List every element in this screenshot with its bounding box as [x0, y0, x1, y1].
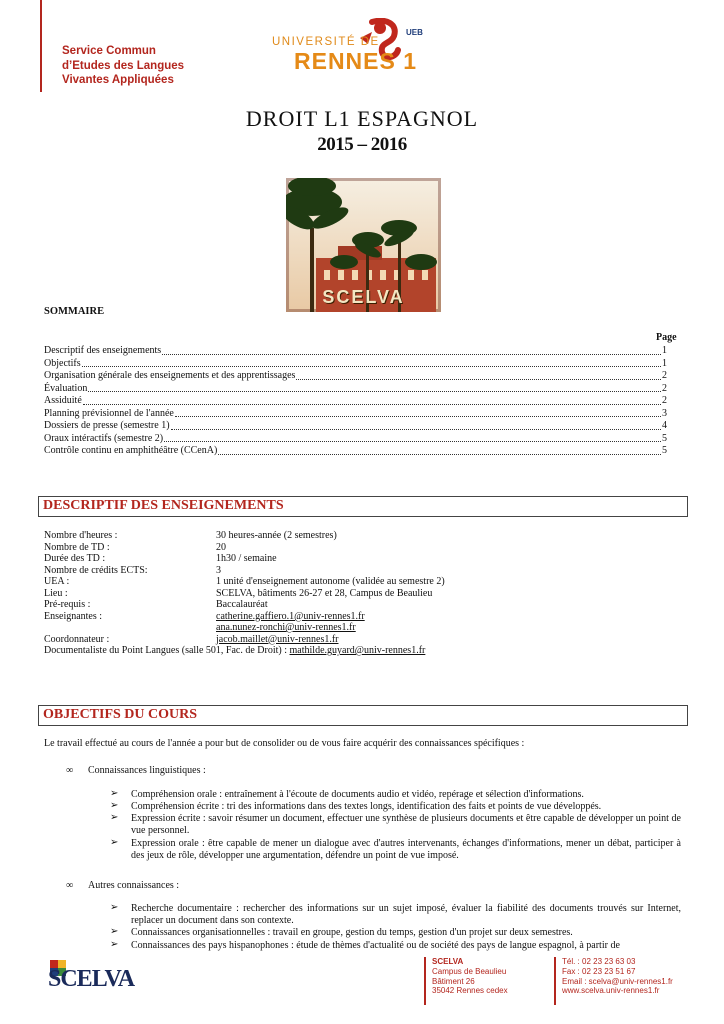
documentaliste-line [44, 645, 425, 657]
email-link[interactable]: jacob.maillet@univ-rennes1.fr [216, 633, 339, 645]
field-label: Nombre d'heures : [44, 530, 118, 541]
summary-page-header: Page [656, 332, 677, 343]
arrow-bullet-icon: ➢ [110, 837, 119, 848]
list-item: Expression écrite : savoir résumer un document, effectuer une synthèse de plusieurs documents et être capable de développer un point de vue personnel. [131, 813, 681, 837]
field-label: Pré-requis : [44, 599, 91, 610]
section-title: OBJECTIFS DU COURS [43, 707, 198, 722]
service-line: Vivantes Appliquées [62, 74, 174, 86]
footer-address [432, 957, 508, 996]
list-item: Compréhension orale : entraînement à l'écoute de documents audio et vidéo, repérage et sélection d'informations. [131, 789, 584, 800]
toc-entry[interactable] [44, 445, 667, 458]
toc-entry[interactable] [44, 370, 667, 383]
field-label: Documentaliste du Point Langues (salle 501, Fac. de Droit) : [44, 645, 290, 656]
toc-label: Dossiers de presse (semestre 1) [44, 420, 170, 431]
arrow-bullet-icon: ➢ [110, 800, 119, 811]
footer-contact [562, 957, 673, 996]
field-label: Nombre de TD : [44, 541, 110, 553]
service-name [62, 44, 184, 88]
scelva-logo-text: SCELVA [48, 966, 135, 992]
email-link[interactable]: mathilde.guyard@univ-rennes1.fr [289, 645, 426, 656]
field-label: Durée des TD : [44, 553, 106, 564]
field-label: Nombre de crédits ECTS: [44, 564, 148, 576]
field-value: 1 unité d'enseignement autonome (validée au semestre 2) [216, 576, 445, 587]
email-link[interactable]: catherine.gaffiero.1@univ-rennes1.fr [216, 610, 365, 622]
toc-label: Contrôle continu en amphithéâtre (CCenA) [44, 445, 218, 456]
field-value: 3 [216, 564, 221, 576]
toc-label: Oraux intéractifs (semestre 2) [44, 432, 164, 444]
field-label: Enseignantes : [44, 610, 103, 622]
toc-label: Descriptif des enseignements [44, 345, 162, 356]
group-heading: Connaissances linguistiques : [88, 765, 206, 776]
footer-phone: Tél. : 02 23 23 63 03 [562, 957, 636, 966]
footer-email-link[interactable]: Email : scelva@univ-rennes1.fr [562, 976, 673, 986]
university-name: RENNES 1 [294, 48, 418, 74]
field-value: 20 [216, 541, 226, 553]
toc-page: 5 [662, 432, 667, 444]
toc-label: Planning prévisionnel de l'année [44, 407, 174, 419]
toc-page: 3 [662, 407, 667, 419]
ueb-badge: UEB [406, 28, 423, 37]
toc-page: 5 [662, 445, 667, 456]
university-logo [268, 18, 430, 80]
list-item: Connaissances organisationnelles : travail en groupe, gestion du temps, gestion d'un projet sur deux semestres. [131, 927, 573, 938]
infinity-bullet-icon: ∞ [66, 765, 74, 776]
document-year: 2015 – 2016 [317, 134, 407, 155]
scelva-logo [44, 958, 135, 1000]
field-value: SCELVA, bâtiments 26-27 et 28, Campus de Beaulieu [216, 587, 433, 599]
footer-line: Bâtiment 26 [432, 976, 475, 986]
toc-page: 2 [662, 370, 667, 381]
university-label: UNIVERSITÉ DE [272, 36, 380, 48]
toc-entry[interactable] [44, 420, 667, 433]
field-value: Baccalauréat [216, 599, 268, 610]
group-heading: Autres connaissances : [88, 880, 180, 891]
section-header-objectifs [38, 705, 688, 726]
toc-entry[interactable] [44, 345, 667, 358]
toc-entry[interactable] [44, 383, 667, 396]
field-label: Coordonnateur : [44, 633, 110, 645]
service-line: d’Etudes des Langues [62, 59, 185, 72]
toc-page: 2 [662, 382, 667, 394]
arrow-bullet-icon: ➢ [110, 939, 119, 950]
toc-page: 2 [662, 395, 667, 406]
list-item: Compréhension écrite : tri des informations dans des textes longs, identification des faits et points de vue développés. [131, 801, 602, 812]
toc-entry[interactable] [44, 395, 667, 408]
field-label: UEA : [44, 576, 70, 587]
summary-title: SOMMAIRE [44, 306, 105, 317]
service-line: Service Commun [62, 45, 156, 57]
field-value: 30 heures-année (2 semestres) [216, 530, 337, 541]
section-title: DESCRIPTIF DES ENSEIGNEMENTS [43, 498, 284, 513]
list-item: Recherche documentaire : rechercher des informations sur un sujet imposé, évaluer la fiabilité des documents trouvés sur Internet, replacer un document dans son contexte. [131, 903, 681, 927]
toc-page: 1 [662, 357, 667, 369]
infinity-bullet-icon: ∞ [66, 880, 74, 891]
footer-line: 35042 Rennes cedex [432, 986, 508, 996]
footer-divider [424, 957, 426, 1005]
arrow-bullet-icon: ➢ [110, 926, 119, 937]
toc-page: 1 [662, 345, 667, 356]
field-value: 1h30 / semaine [216, 553, 277, 564]
objectifs-intro: Le travail effectué au cours de l'année a pour but de consolider ou de vous faire acquérir des connaissances spécifiques : [44, 738, 525, 749]
list-item: Connaissances des pays hispanophones : étude de thèmes d'actualité ou de société des pays de langue espagnol, à partir de [131, 940, 620, 951]
toc-entry[interactable] [44, 408, 667, 421]
arrow-bullet-icon: ➢ [110, 788, 119, 799]
toc-page: 4 [662, 420, 667, 431]
arrow-bullet-icon: ➢ [110, 902, 119, 913]
toc-entry[interactable] [44, 433, 667, 446]
footer-line: Campus de Beaulieu [432, 966, 507, 976]
toc-label: Évaluation [44, 382, 88, 394]
toc-label: Objectifs [44, 357, 81, 369]
toc-label: Organisation générale des enseignements et des apprentissages [44, 370, 296, 381]
footer-org: SCELVA [432, 957, 464, 966]
section-header-descriptif [38, 496, 688, 517]
cover-brand-text: SCELVA [322, 287, 405, 307]
cover-image [286, 178, 441, 312]
list-item: Expression orale : être capable de mener un dialogue avec d'autres intervenants, échanges d'informations, mener un débat, participer à des jeux de rôle, développer une argumentation, défendre un point de vue imposé. [131, 838, 681, 862]
field-label: Lieu : [44, 587, 68, 599]
toc-entry[interactable] [44, 358, 667, 371]
footer-website-link[interactable]: www.scelva.univ-rennes1.fr [562, 986, 660, 996]
footer-divider [554, 957, 556, 1005]
document-title: DROIT L1 ESPAGNOL [245, 106, 479, 131]
service-accent-bar [40, 0, 42, 92]
toc-label: Assiduité [44, 395, 82, 406]
footer-fax: Fax : 02 23 23 51 67 [562, 966, 636, 976]
email-link[interactable]: ana.nunez-ronchi@univ-rennes1.fr [216, 622, 356, 633]
arrow-bullet-icon: ➢ [110, 812, 119, 823]
